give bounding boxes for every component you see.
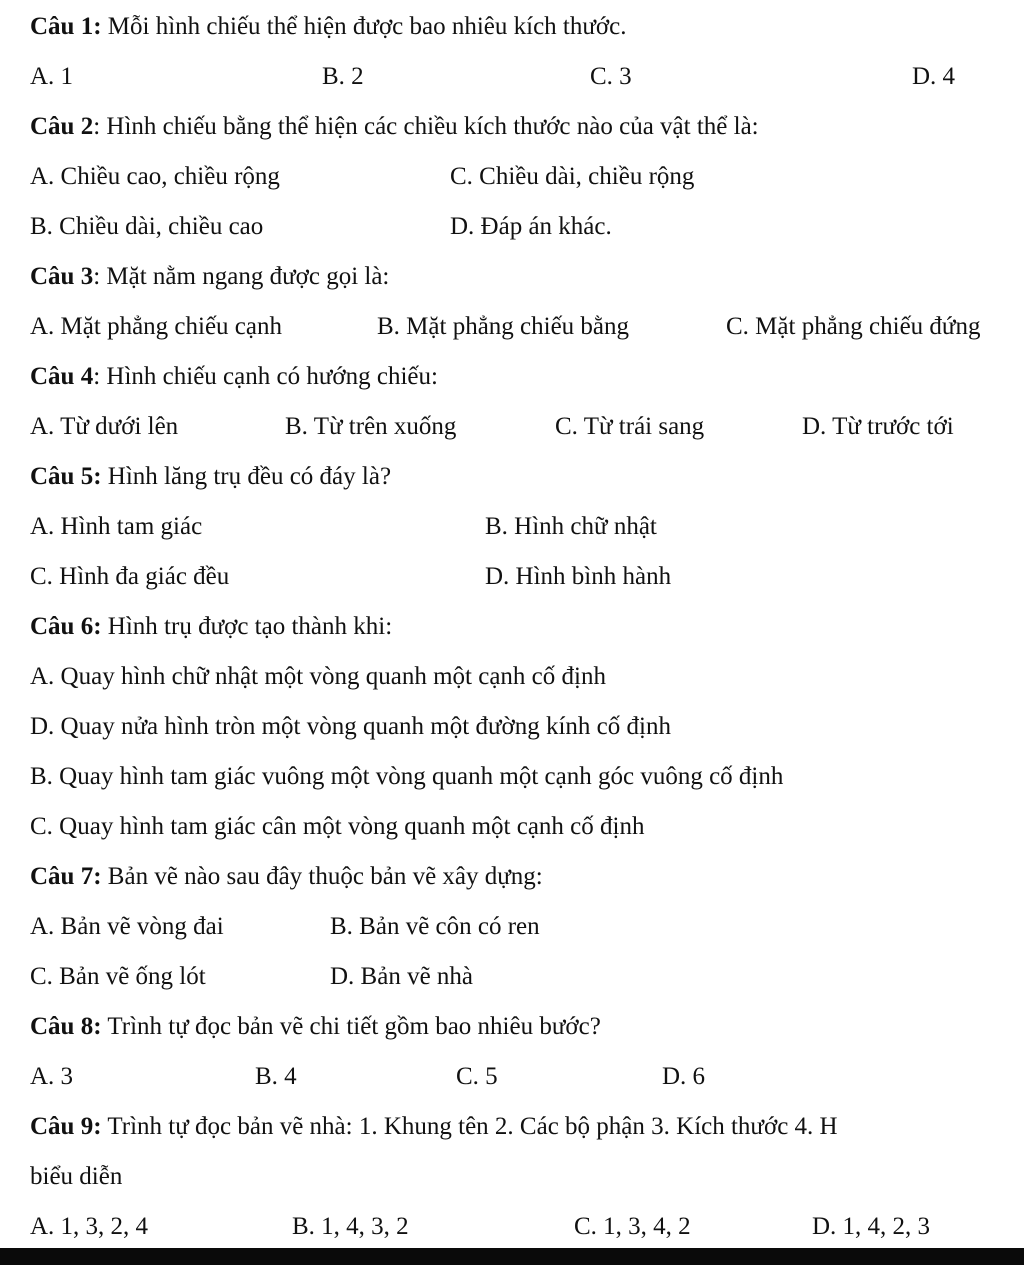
q8-option-c: C. 5 [456, 1063, 498, 1090]
q6-option-d: D. Quay nửa hình tròn một vòng quanh một đường kính cố định [30, 713, 671, 740]
question-text: : Mặt nằm ngang được gọi là: [93, 263, 390, 290]
q7-option-c: C. Bản vẽ ống lót [30, 963, 206, 990]
screen-bottom-edge [0, 1248, 1024, 1265]
question-label: Câu 5: [30, 463, 102, 490]
question-5 [30, 462, 391, 492]
question-9-continuation: biểu diễn [30, 1163, 123, 1190]
q5-option-b: B. Hình chữ nhật [485, 513, 657, 540]
question-label: Câu 4 [30, 363, 94, 390]
question-label: Câu 7: [30, 863, 102, 890]
q3-option-a: A. Mặt phẳng chiếu cạnh [30, 313, 283, 340]
q1-option-c: C. 3 [590, 63, 632, 90]
question-9 [30, 1112, 838, 1142]
q1-option-d: D. 4 [912, 63, 956, 90]
q5-option-d: D. Hình bình hành [485, 563, 672, 590]
question-7 [30, 862, 543, 892]
question-text: Trình tự đọc bản vẽ chi tiết gồm bao nhiêu bước? [101, 1013, 601, 1040]
q6-option-a: A. Quay hình chữ nhật một vòng quanh một cạnh cố định [30, 663, 606, 690]
question-label: Câu 1: [30, 13, 102, 40]
q7-option-d: D. Bản vẽ nhà [330, 963, 474, 990]
question-2 [30, 112, 759, 142]
question-text: : Hình chiếu cạnh có hướng chiếu: [93, 363, 438, 390]
q4-option-d: D. Từ trước tới [802, 413, 954, 440]
q6-option-b: B. Quay hình tam giác vuông một vòng quanh một cạnh góc vuông cố định [30, 763, 784, 790]
q8-option-d: D. 6 [662, 1063, 706, 1090]
question-text: Trình tự đọc bản vẽ nhà: 1. Khung tên 2. Các bộ phận 3. Kích thước 4. H [101, 1113, 838, 1140]
question-text: : Hình chiếu bằng thể hiện các chiều kích thước nào của vật thể là: [93, 113, 759, 140]
q2-option-b: B. Chiều dài, chiều cao [30, 213, 264, 240]
q5-option-c: C. Hình đa giác đều [30, 563, 230, 590]
question-3 [30, 262, 389, 292]
question-1 [30, 12, 627, 42]
q4-option-c: C. Từ trái sang [555, 413, 705, 440]
q9-option-c: C. 1, 3, 4, 2 [574, 1213, 691, 1240]
q9-option-d: D. 1, 4, 2, 3 [812, 1213, 931, 1240]
q4-option-a: A. Từ dưới lên [30, 413, 179, 440]
question-text: Hình lăng trụ đều có đáy là? [101, 463, 392, 490]
question-text: Mỗi hình chiếu thể hiện được bao nhiêu kích thước. [101, 13, 627, 40]
question-label: Câu 6: [30, 613, 102, 640]
q6-option-c: C. Quay hình tam giác cân một vòng quanh một cạnh cố định [30, 813, 645, 840]
q7-option-a: A. Bản vẽ vòng đai [30, 913, 224, 940]
question-8 [30, 1012, 601, 1042]
question-6 [30, 612, 392, 642]
q8-option-b: B. 4 [255, 1063, 297, 1090]
q3-option-c: C. Mặt phẳng chiếu đứng [726, 313, 981, 340]
question-text: Bản vẽ nào sau đây thuộc bản vẽ xây dựng: [101, 863, 543, 890]
q5-option-a: A. Hình tam giác [30, 513, 203, 540]
q7-option-b: B. Bản vẽ côn có ren [330, 913, 540, 940]
q2-option-a: A. Chiều cao, chiều rộng [30, 163, 280, 190]
q1-option-a: A. 1 [30, 63, 74, 90]
q2-option-d: D. Đáp án khác. [450, 213, 612, 240]
q8-option-a: A. 3 [30, 1063, 74, 1090]
q3-option-b: B. Mặt phẳng chiếu bằng [377, 313, 630, 340]
question-label: Câu 8: [30, 1013, 102, 1040]
question-4 [30, 362, 438, 392]
question-label: Câu 3 [30, 263, 94, 290]
q1-option-b: B. 2 [322, 63, 364, 90]
q4-option-b: B. Từ trên xuống [285, 413, 457, 440]
q9-option-b: B. 1, 4, 3, 2 [292, 1213, 409, 1240]
q9-option-a: A. 1, 3, 2, 4 [30, 1213, 149, 1240]
question-label: Câu 2 [30, 113, 94, 140]
q2-option-c: C. Chiều dài, chiều rộng [450, 163, 695, 190]
question-text: Hình trụ được tạo thành khi: [101, 613, 393, 640]
question-label: Câu 9: [30, 1113, 102, 1140]
